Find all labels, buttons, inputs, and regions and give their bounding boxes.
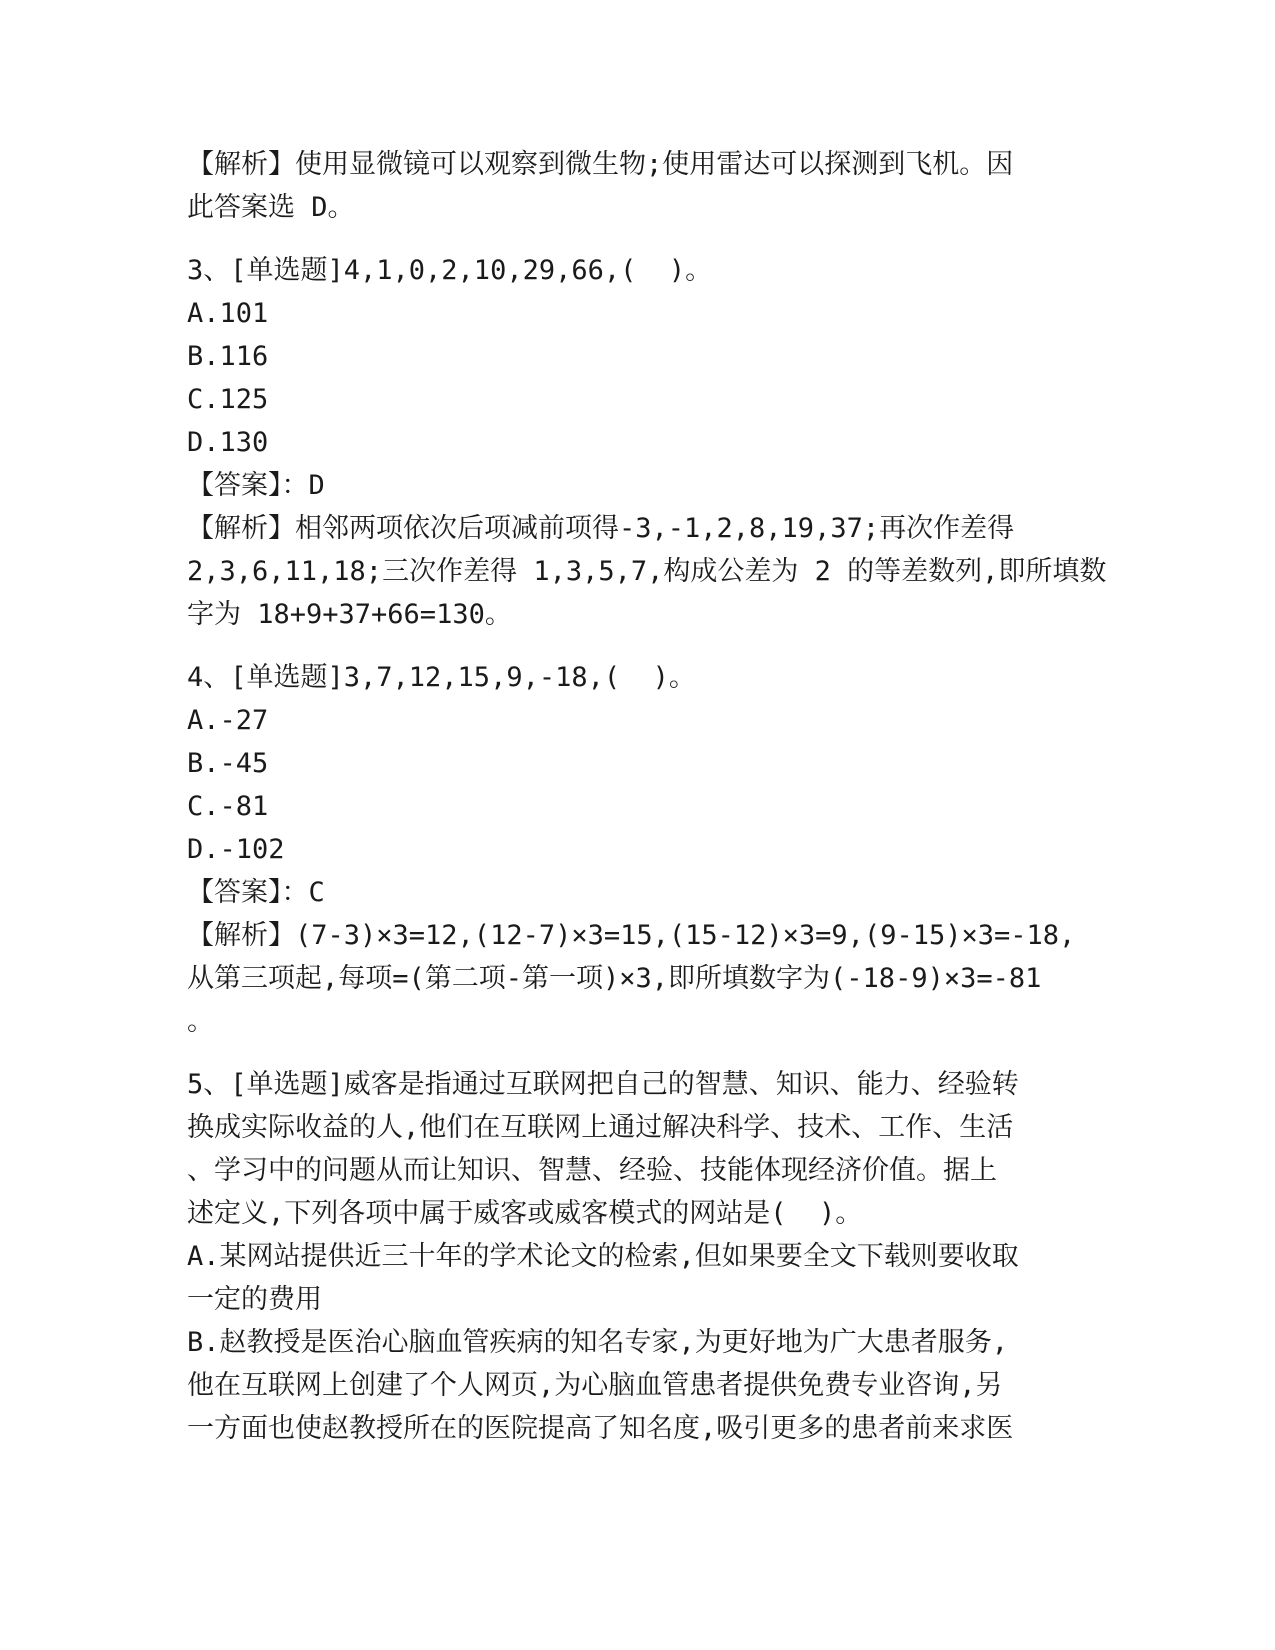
question-stem: 、学习中的问题从而让知识、智慧、经验、技能体现经济价值。据上 xyxy=(187,1155,997,1186)
analysis-q2 xyxy=(187,143,1087,229)
option-c: C.125 xyxy=(187,384,269,415)
answer: 【答案】：C xyxy=(187,877,325,908)
analysis-line: 2,3,6,11,18;三次作差得 1,3,5,7,构成公差为 2 的等差数列,即所填数 xyxy=(187,556,1107,587)
analysis-line: 【解析】(7-3)×3=12,(12-7)×3=15,(15-12)×3=9,(9-15)×3=-18, xyxy=(187,920,1076,951)
analysis-line: 从第三项起,每项=(第二项-第一项)×3,即所填数字为(-18-9)×3=-81 xyxy=(187,963,1042,994)
option-d: D.130 xyxy=(187,427,269,458)
analysis-line: 。 xyxy=(187,1006,214,1037)
question-stem: 3、[单选题]4,1,0,2,10,29,66,( )。 xyxy=(187,255,713,286)
question-5 xyxy=(187,1063,1087,1450)
option-a: A.101 xyxy=(187,298,269,329)
question-stem: 换成实际收益的人,他们在互联网上通过解决科学、技术、工作、生活 xyxy=(187,1112,1014,1143)
analysis-line: 【解析】相邻两项依次后项减前项得-3,-1,2,8,19,37;再次作差得 xyxy=(187,513,1015,544)
option-d: D.-102 xyxy=(187,834,285,865)
analysis-line: 此答案选 D。 xyxy=(187,192,355,223)
question-stem: 述定义,下列各项中属于威客或威客模式的网站是( )。 xyxy=(187,1198,863,1229)
question-stem: 5、[单选题]威客是指通过互联网把自己的智慧、知识、能力、经验转 xyxy=(187,1069,1019,1100)
option-b: 一方面也使赵教授所在的医院提高了知名度,吸引更多的患者前来求医 xyxy=(187,1413,1014,1444)
document-page xyxy=(187,143,1107,1450)
option-c: C.-81 xyxy=(187,791,269,822)
question-4 xyxy=(187,656,1087,1043)
answer: 【答案】：D xyxy=(187,470,325,501)
option-a: A.-27 xyxy=(187,705,269,736)
option-b: B.116 xyxy=(187,341,269,372)
option-b: B.赵教授是医治心脑血管疾病的知名专家,为更好地为广大患者服务, xyxy=(187,1327,1009,1358)
option-b: B.-45 xyxy=(187,748,269,779)
question-3 xyxy=(187,249,1107,636)
option-a: 一定的费用 xyxy=(187,1284,322,1315)
analysis-line: 【解析】使用显微镜可以观察到微生物;使用雷达可以探测到飞机。因 xyxy=(187,149,1014,180)
option-b: 他在互联网上创建了个人网页,为心脑血管患者提供免费专业咨询,另 xyxy=(187,1370,1003,1401)
analysis-line: 字为 18+9+37+66=130。 xyxy=(187,599,512,630)
question-stem: 4、[单选题]3,7,12,15,9,-18,( )。 xyxy=(187,662,696,693)
option-a: A.某网站提供近三十年的学术论文的检索,但如果要全文下载则要收取 xyxy=(187,1241,1019,1272)
